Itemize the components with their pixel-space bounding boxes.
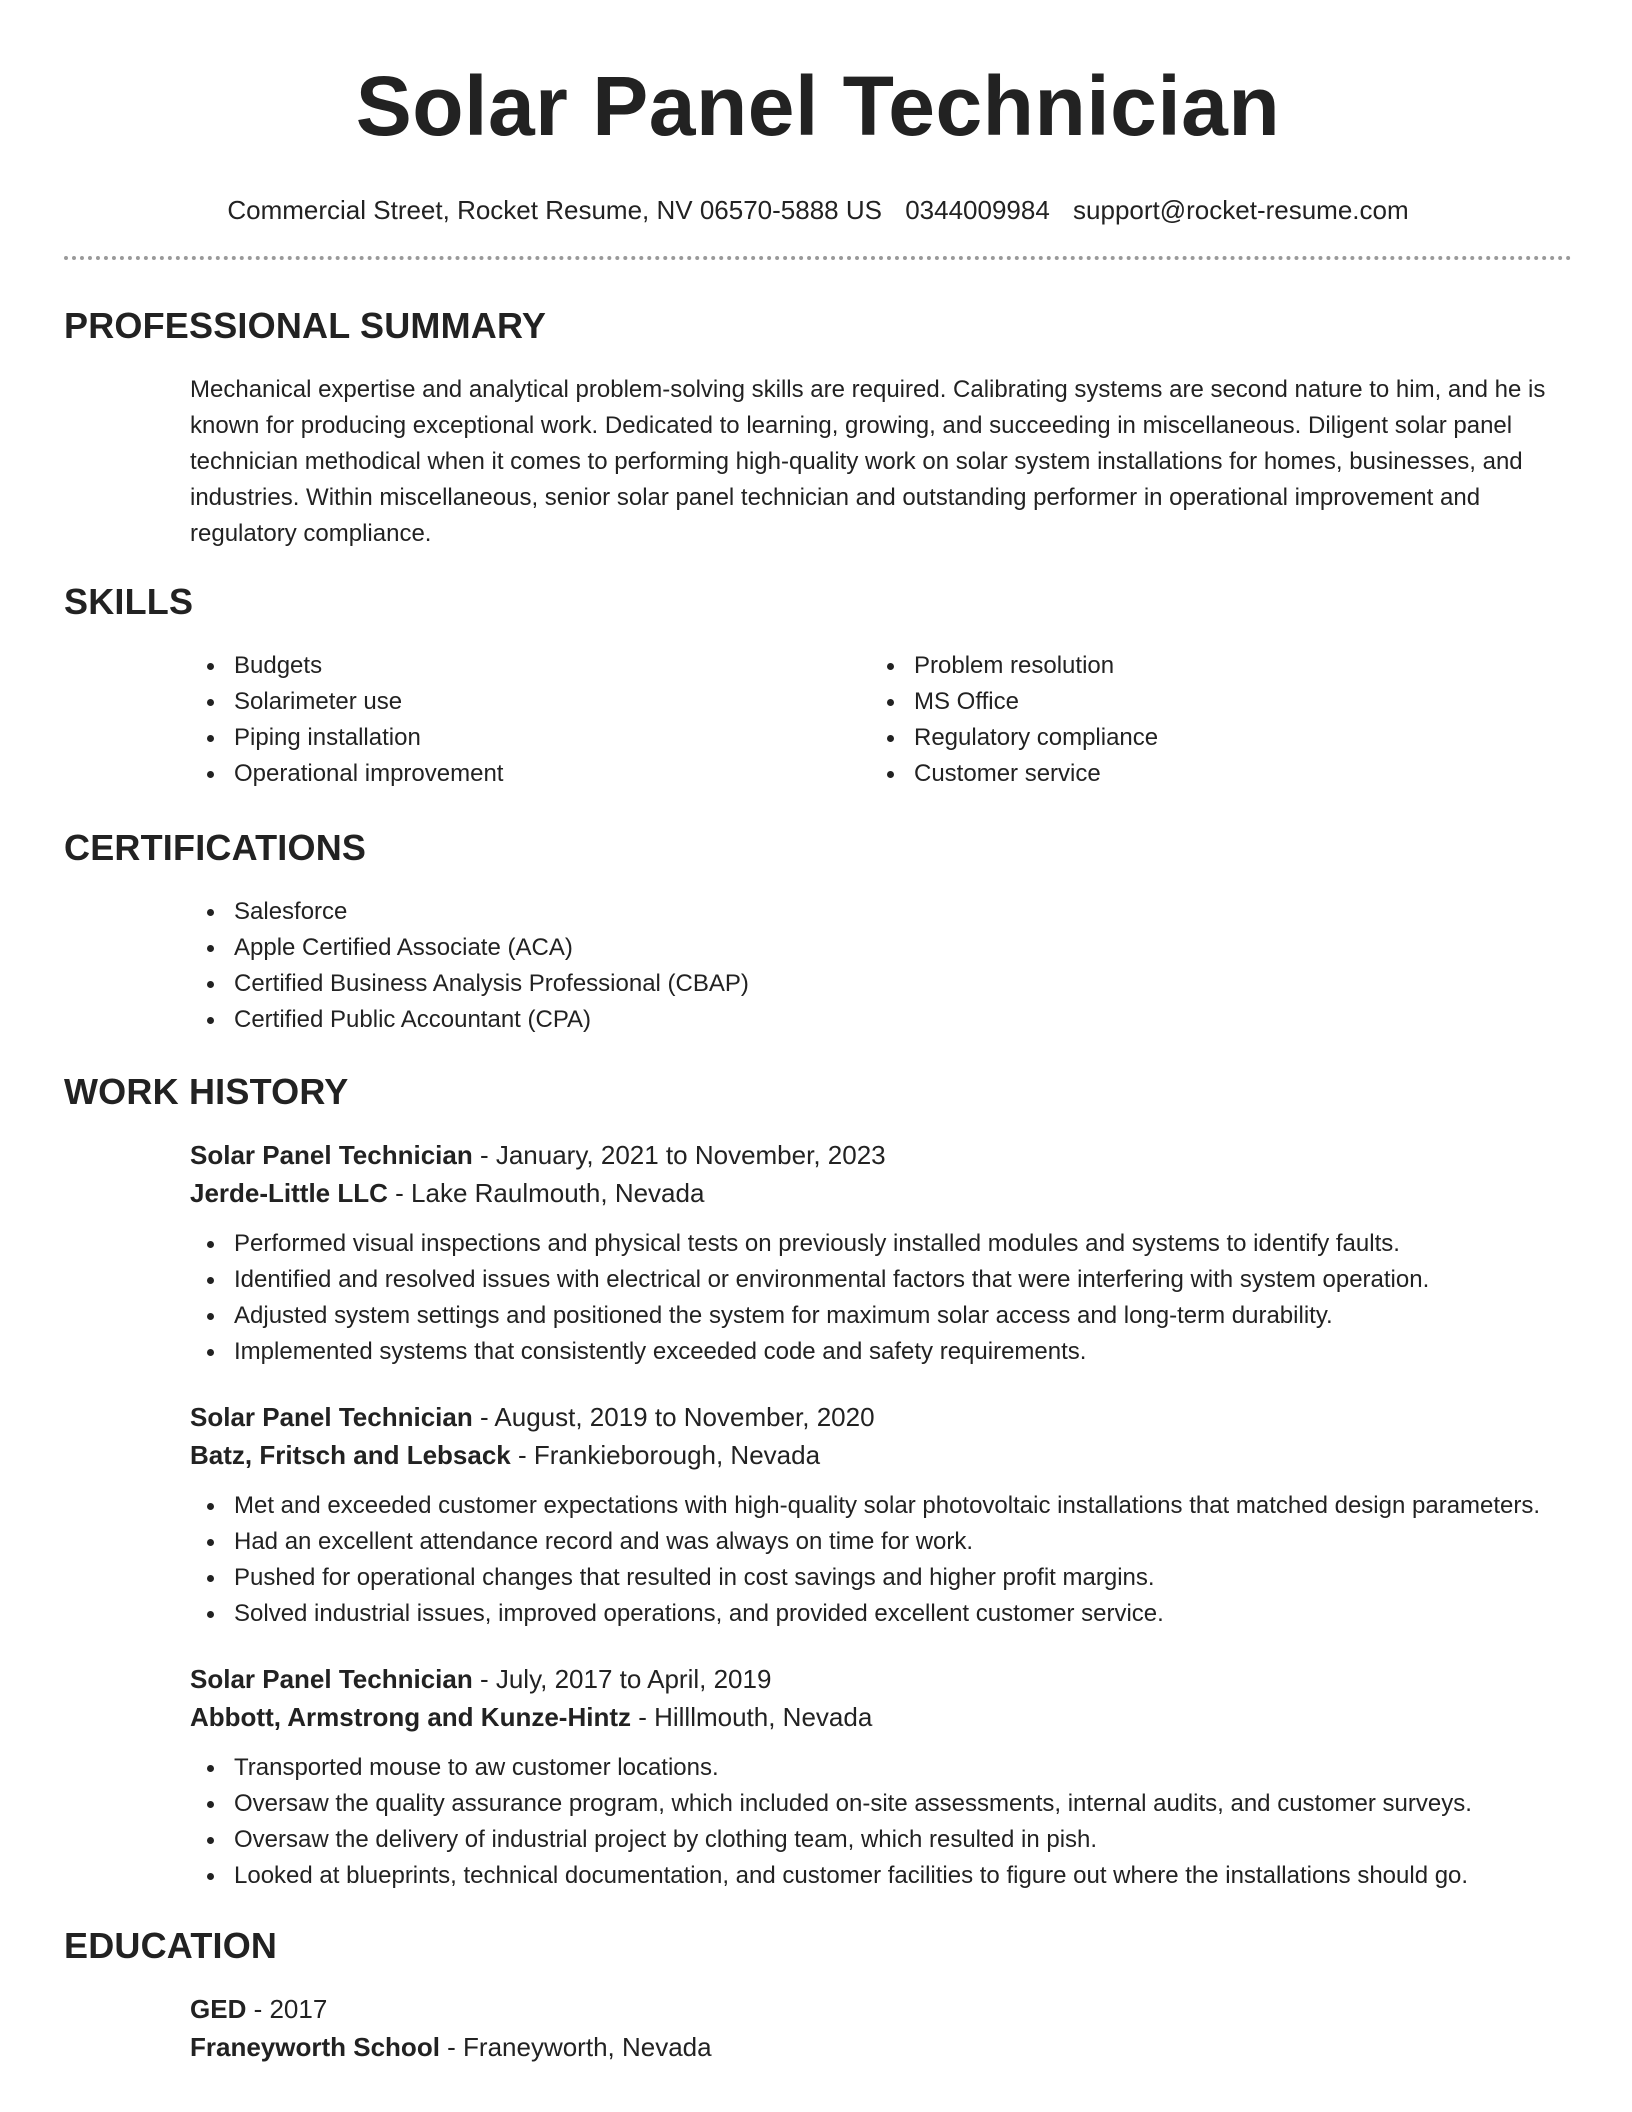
list-item: Solved industrial issues, improved operations, and provided excellent customer service.: [190, 1596, 1572, 1632]
skills-grid: [190, 648, 1572, 792]
education-section: [64, 1924, 1572, 2066]
contact-address: Commercial Street, Rocket Resume, NV 06570-5888 US: [227, 195, 882, 225]
work-history-heading: WORK HISTORY: [64, 1071, 349, 1112]
skills-list-left: [190, 648, 870, 792]
list-item: Performed visual inspections and physical tests on previously installed modules and systems to identify faults.: [190, 1226, 1572, 1262]
job-location: - Lake Raulmouth, Nevada: [387, 1178, 705, 1208]
list-item: Solarimeter use: [190, 684, 870, 720]
list-item: Budgets: [190, 648, 870, 684]
list-item: Operational improvement: [190, 756, 870, 792]
job-entry: [190, 1398, 1572, 1632]
education-entry: [190, 1990, 1572, 2066]
job-entry: [190, 1660, 1572, 1894]
contact-phone: 0344009984: [905, 195, 1050, 225]
job-company-line: [190, 1174, 1572, 1212]
education-school: Franeyworth School: [190, 2032, 440, 2062]
list-item: Regulatory compliance: [870, 720, 1550, 756]
certifications-heading: CERTIFICATIONS: [64, 827, 367, 868]
job-dates: - July, 2017 to April, 2019: [472, 1664, 772, 1694]
summary-text: Mechanical expertise and analytical problem-solving skills are required. Calibrating systems are second nature to him, and he is known for producing exceptional work. Dedicated to learning, growing, and succeeding in miscellaneous. Diligent solar panel technician methodical when it comes to performing high-quality work on solar system installations for homes, businesses, and industries. Within miscellaneous, senior solar panel technician and outstanding performer in operational improvement and regulatory compliance.: [190, 376, 1546, 547]
certifications-list: [190, 894, 1572, 1038]
resume-page: [64, 0, 1572, 2112]
job-entry: [190, 1136, 1572, 1370]
list-item: Met and exceeded customer expectations with high-quality solar photovoltaic installations that matched design parameters.: [190, 1488, 1572, 1524]
job-role: Solar Panel Technician: [190, 1664, 473, 1694]
summary-heading: PROFESSIONAL SUMMARY: [64, 305, 547, 346]
list-item: Piping installation: [190, 720, 870, 756]
work-history-section: [64, 1070, 1572, 1894]
education-degree: GED: [190, 1994, 247, 2024]
education-year: - 2017: [246, 1994, 328, 2024]
list-item: Implemented systems that consistently exceeded code and safety requirements.: [190, 1334, 1572, 1370]
job-company: Batz, Fritsch and Lebsack: [190, 1440, 511, 1470]
job-company-line: [190, 1698, 1572, 1736]
list-item: Problem resolution: [870, 648, 1550, 684]
candidate-name: Solar Panel Technician: [355, 59, 1281, 153]
job-title-line: [190, 1660, 1572, 1698]
job-title-line: [190, 1398, 1572, 1436]
list-item: Customer service: [870, 756, 1550, 792]
education-heading: EDUCATION: [64, 1925, 278, 1966]
certifications-section: [64, 826, 1572, 1038]
education-school-line: [190, 2028, 1572, 2066]
job-location: - Frankieborough, Nevada: [510, 1440, 821, 1470]
list-item: Pushed for operational changes that resulted in cost savings and higher profit margins.: [190, 1560, 1572, 1596]
list-item: Salesforce: [190, 894, 1572, 930]
summary-section: [64, 304, 1572, 552]
contact-email: support@rocket-resume.com: [1073, 195, 1409, 225]
list-item: Apple Certified Associate (ACA): [190, 930, 1572, 966]
education-degree-line: [190, 1990, 1572, 2028]
education-location: - Franeyworth, Nevada: [439, 2032, 712, 2062]
job-role: Solar Panel Technician: [190, 1140, 473, 1170]
job-company: Abbott, Armstrong and Kunze-Hintz: [190, 1702, 631, 1732]
skills-list-right: [870, 648, 1550, 792]
job-title-line: [190, 1136, 1572, 1174]
list-item: Oversaw the quality assurance program, which included on-site assessments, internal audits, and customer surveys.: [190, 1786, 1572, 1822]
list-item: Had an excellent attendance record and was always on time for work.: [190, 1524, 1572, 1560]
list-item: Looked at blueprints, technical documentation, and customer facilities to figure out where the installations should go.: [190, 1858, 1572, 1894]
job-company: Jerde-Little LLC: [190, 1178, 388, 1208]
list-item: Certified Public Accountant (CPA): [190, 1002, 1572, 1038]
list-item: Identified and resolved issues with electrical or environmental factors that were interfering with system operation.: [190, 1262, 1572, 1298]
list-item: Oversaw the delivery of industrial project by clothing team, which resulted in pish.: [190, 1822, 1572, 1858]
job-dates: - August, 2019 to November, 2020: [472, 1402, 875, 1432]
job-location: - Hilllmouth, Nevada: [630, 1702, 873, 1732]
job-bullets: [190, 1226, 1572, 1370]
job-company-line: [190, 1436, 1572, 1474]
list-item: Transported mouse to aw customer locations.: [190, 1750, 1572, 1786]
job-bullets: [190, 1488, 1572, 1632]
list-item: MS Office: [870, 684, 1550, 720]
skills-section: [64, 580, 1572, 792]
skills-heading: SKILLS: [64, 581, 194, 622]
contact-line: [64, 194, 1572, 226]
job-bullets: [190, 1750, 1572, 1894]
header-divider: [64, 256, 1572, 260]
job-role: Solar Panel Technician: [190, 1402, 473, 1432]
job-dates: - January, 2021 to November, 2023: [472, 1140, 886, 1170]
list-item: Adjusted system settings and positioned the system for maximum solar access and long-term durability.: [190, 1298, 1572, 1334]
list-item: Certified Business Analysis Professional (CBAP): [190, 966, 1572, 1002]
